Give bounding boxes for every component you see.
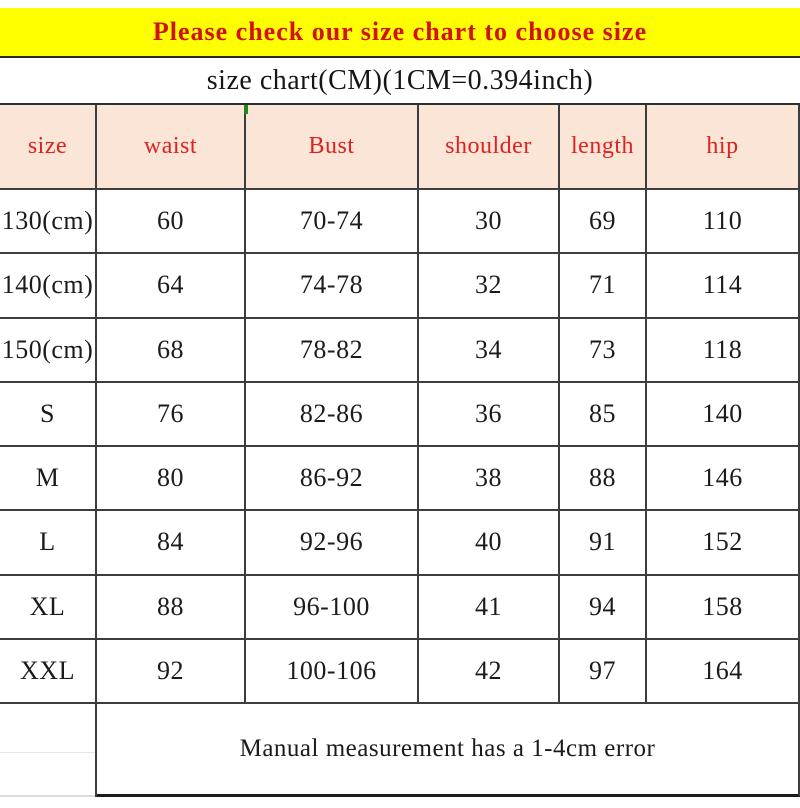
chart-title-text: size chart(CM)(1CM=0.394inch) <box>206 65 594 96</box>
header-size: size <box>0 105 97 190</box>
table-cell: 30 <box>419 190 560 254</box>
table-cell: 86-92 <box>246 447 419 511</box>
table-cell: 91 <box>560 511 647 575</box>
table-cell: 114 <box>647 254 800 318</box>
table-cell: 84 <box>97 511 246 575</box>
table-cell: 76 <box>97 383 246 447</box>
bottom-left-spacer <box>0 704 97 797</box>
table-cell: 69 <box>560 190 647 254</box>
table-cell: 88 <box>560 447 647 511</box>
size-table <box>0 103 800 797</box>
table-cell: 96-100 <box>246 576 419 640</box>
table-cell: 64 <box>97 254 246 318</box>
table-cell: 38 <box>419 447 560 511</box>
table-cell: 68 <box>97 319 246 383</box>
table-cell: 82-86 <box>246 383 419 447</box>
table-cell: 94 <box>560 576 647 640</box>
measurement-note <box>97 704 800 797</box>
table-cell: 146 <box>647 447 800 511</box>
table-cell: 110 <box>647 190 800 254</box>
header-shoulder: shoulder <box>419 105 560 190</box>
size-cell: S <box>0 383 97 447</box>
size-cell: XL <box>0 576 97 640</box>
measurement-note-text: Manual measurement has a 1-4cm error <box>239 735 656 762</box>
size-cell: 130(cm) <box>0 190 97 254</box>
banner <box>0 8 800 58</box>
table-cell: 71 <box>560 254 647 318</box>
chart-title <box>0 58 800 103</box>
table-cell: 100-106 <box>246 640 419 704</box>
size-chart-image <box>0 8 800 808</box>
table-cell: 85 <box>560 383 647 447</box>
table-cell: 32 <box>419 254 560 318</box>
table-cell: 80 <box>97 447 246 511</box>
size-cell: 150(cm) <box>0 319 97 383</box>
size-cell: XXL <box>0 640 97 704</box>
table-cell: 140 <box>647 383 800 447</box>
table-cell: 88 <box>97 576 246 640</box>
table-cell: 36 <box>419 383 560 447</box>
table-cell: 41 <box>419 576 560 640</box>
table-cell: 164 <box>647 640 800 704</box>
table-cell: 70-74 <box>246 190 419 254</box>
table-cell: 78-82 <box>246 319 419 383</box>
header-length: length <box>560 105 647 190</box>
table-cell: 92 <box>97 640 246 704</box>
table-cell: 74-78 <box>246 254 419 318</box>
table-cell: 158 <box>647 576 800 640</box>
table-cell: 118 <box>647 319 800 383</box>
table-cell: 60 <box>97 190 246 254</box>
table-cell: 40 <box>419 511 560 575</box>
table-cell: 152 <box>647 511 800 575</box>
header-hip: hip <box>647 105 800 190</box>
spacer-cell <box>0 704 95 753</box>
size-cell: 140(cm) <box>0 254 97 318</box>
table-cell: 42 <box>419 640 560 704</box>
table-cell: 97 <box>560 640 647 704</box>
size-cell: M <box>0 447 97 511</box>
header-waist: waist <box>97 105 246 190</box>
header-bust: Bust <box>246 105 419 190</box>
banner-text: Please check our size chart to choose size <box>152 17 648 46</box>
cell-corner-marker <box>244 105 248 114</box>
size-cell: L <box>0 511 97 575</box>
table-cell: 92-96 <box>246 511 419 575</box>
table-cell: 73 <box>560 319 647 383</box>
table-cell: 34 <box>419 319 560 383</box>
spacer-cell <box>0 753 95 797</box>
